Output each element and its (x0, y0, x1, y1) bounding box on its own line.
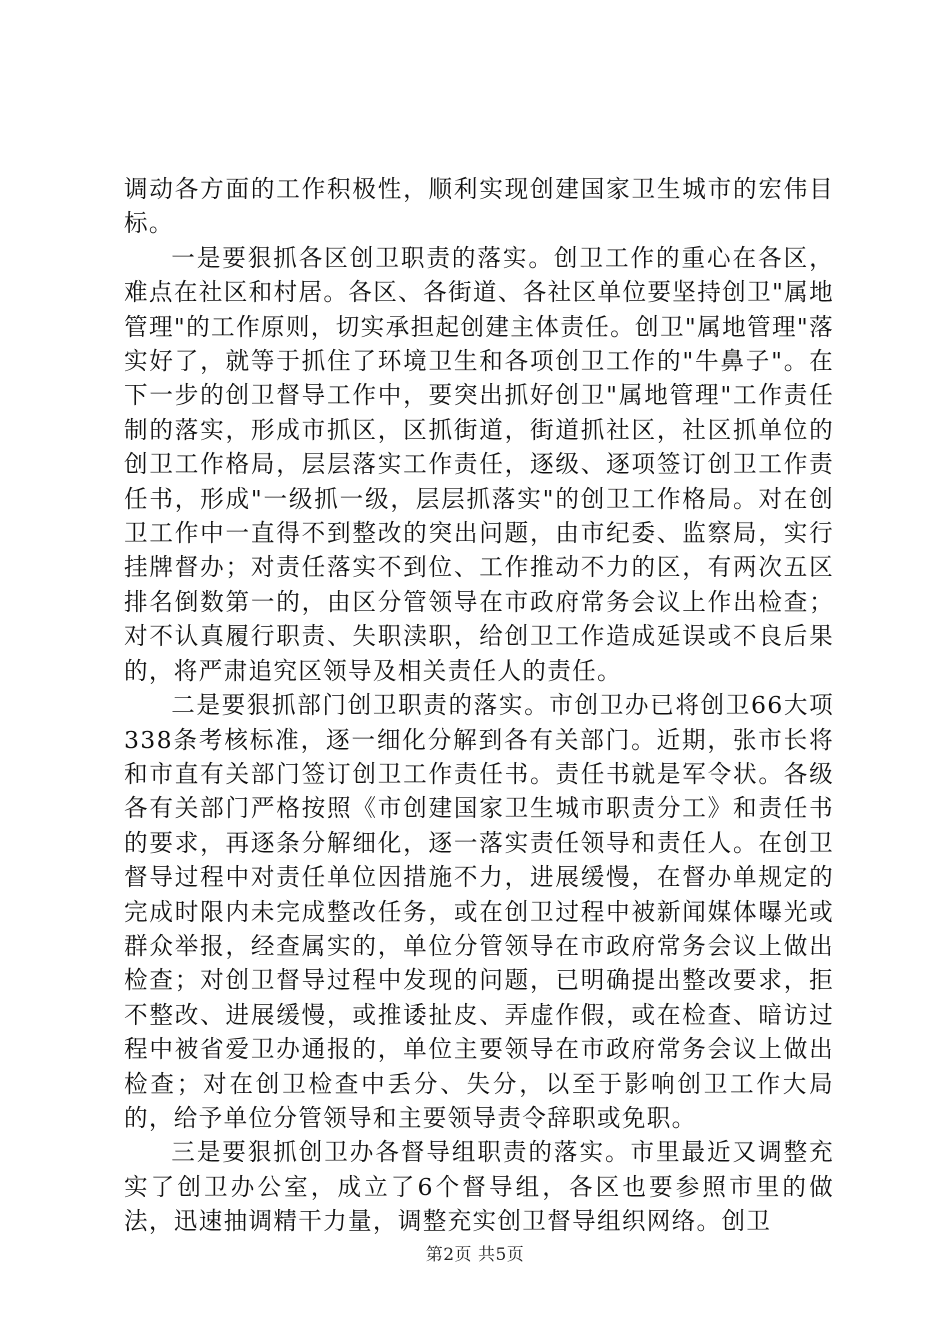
document-body (124, 172, 834, 1239)
paragraph-department-responsibility: 二是要狠抓部门创卫职责的落实。市创卫办已将创卫66大项338条考核标准，逐一细化分解到各有关部门。近期，张市长将和市直有关部门签订创卫工作责任书。责任书就是军令状。各级各有关部门严格按照《市创建国家卫生城市职责分工》和责任书的要求，再逐条分解细化，逐一落实责任领导和责任人。在创卫督导过程中对责任单位因措施不力，进展缓慢，在督办单规定的完成时限内未完成整改任务，或在创卫过程中被新闻媒体曝光或群众举报，经查属实的，单位分管领导在市政府常务会议上做出检查；对创卫督导过程中发现的问题，已明确提出整改要求，拒不整改、进展缓慢，或推诿扯皮、弄虚作假，或在检查、暗访过程中被省爱卫办通报的，单位主要领导在市政府常务会议上做出检查；对在创卫检查中丢分、失分，以至于影响创卫工作大局的，给予单位分管领导和主要领导责令辞职或免职。 (124, 691, 834, 1132)
paragraph-supervision-group: 三是要狠抓创卫办各督导组职责的落实。市里最近又调整充实了创卫办公室，成立了6个督导组，各区也要参照市里的做法，迅速抽调精干力量，调整充实创卫督导组织网络。创卫 (124, 1138, 834, 1236)
paragraph-district-responsibility: 一是要狠抓各区创卫职责的落实。创卫工作的重心在各区，难点在社区和村居。各区、各街道、各社区单位要坚持创卫"属地管理"的工作原则，切实承担起创建主体责任。创卫"属地管理"落实好了，就等于抓住了环境卫生和各项创卫工作的"牛鼻子"。在下一步的创卫督导工作中，要突出抓好创卫"属地管理"工作责任制的落实，形成市抓区，区抓街道，街道抓社区，社区抓单位的创卫工作格局，层层落实工作责任，逐级、逐项签订创卫工作责任书，形成"一级抓一级，层层抓落实"的创卫工作格局。对在创卫工作中一直得不到整改的突出问题，由市纪委、监察局，实行挂牌督办；对责任落实不到位、工作推动不力的区，有两次五区排名倒数第一的，由区分管领导在市政府常务会议上作出检查；对不认真履行职责、失职渎职，给创卫工作造成延误或不良后果的，将严肃追究区领导及相关责任人的责任。 (124, 243, 834, 685)
paragraph-continuation: 调动各方面的工作积极性，顺利实现创建国家卫生城市的宏伟目标。 (124, 175, 834, 238)
page-number-footer: 第2页 共5页 (425, 1245, 525, 1265)
